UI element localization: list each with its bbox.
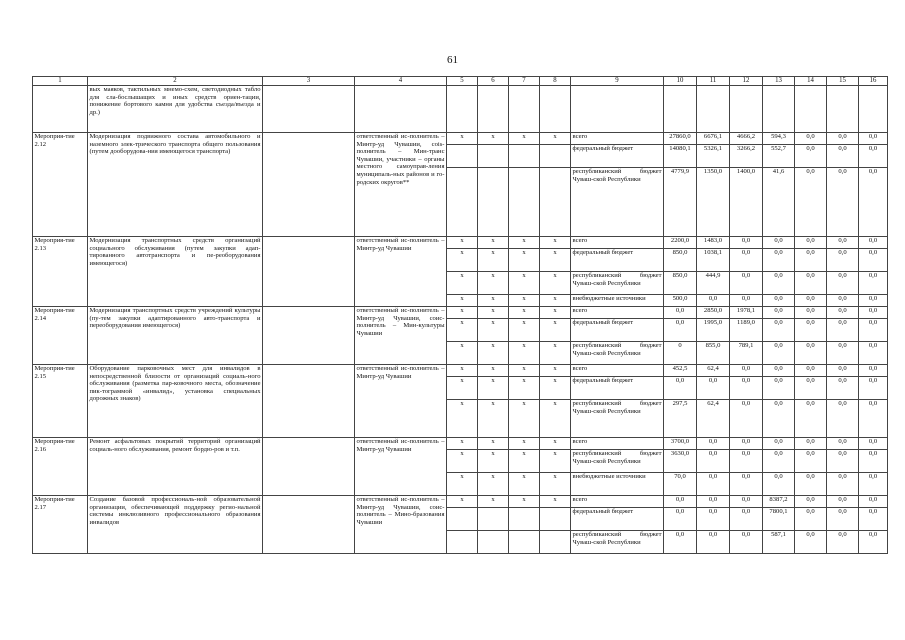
funding-source: всего	[571, 237, 664, 249]
code-mark-cell: x	[509, 342, 540, 365]
amount-cell: 27860,0	[664, 133, 697, 145]
amount-cell: 0,0	[730, 473, 763, 496]
amount-cell: 0,0	[763, 400, 795, 438]
code-mark-cell	[447, 531, 478, 554]
funding-source: федеральный бюджет	[571, 249, 664, 272]
amount-cell: 3630,0	[664, 450, 697, 473]
amount-cell: 0,0	[697, 496, 730, 508]
amount-cell: 0,0	[859, 450, 888, 473]
blank-cell	[263, 365, 355, 438]
funding-source: внебюджетные источники	[571, 295, 664, 307]
amount-cell: 0,0	[763, 473, 795, 496]
amount-cell: 0,0	[795, 342, 827, 365]
code-mark-cell: x	[540, 450, 571, 473]
code-mark-cell: x	[447, 237, 478, 249]
column-number-cell: 8	[540, 77, 571, 86]
code-mark-cell: x	[447, 400, 478, 438]
code-mark-cell: x	[447, 307, 478, 319]
amount-cell: 7800,1	[763, 508, 795, 531]
code-mark-cell	[509, 145, 540, 168]
amount-cell: 0,0	[827, 249, 859, 272]
amount-cell: 0,0	[827, 295, 859, 307]
amount-cell: 0,0	[827, 168, 859, 237]
amount-cell: 0,0	[795, 295, 827, 307]
code-mark-cell: x	[447, 272, 478, 295]
code-mark-cell: x	[540, 249, 571, 272]
code-mark-cell: x	[447, 496, 478, 508]
code-mark-cell: x	[509, 249, 540, 272]
blank-cell	[795, 86, 827, 133]
amount-cell: 1038,1	[697, 249, 730, 272]
amount-cell: 0,0	[859, 249, 888, 272]
amount-cell: 0	[664, 342, 697, 365]
amount-cell: 0,0	[859, 307, 888, 319]
amount-cell: 0,0	[827, 400, 859, 438]
blank-cell	[263, 133, 355, 237]
code-mark-cell	[478, 145, 509, 168]
measure-id: Мероприя-тие 2.13	[33, 237, 88, 307]
amount-cell: 1483,0	[697, 237, 730, 249]
blank-cell	[33, 86, 88, 133]
amount-cell: 0,0	[763, 319, 795, 342]
amount-cell: 0,0	[827, 450, 859, 473]
code-mark-cell	[540, 508, 571, 531]
blank-cell	[540, 86, 571, 133]
code-mark-cell: x	[540, 133, 571, 145]
funding-source: республиканский бюджет Чуваш-ской Республики	[571, 531, 664, 554]
amount-cell: 3266,2	[730, 145, 763, 168]
measure-description: Создание базовой профессиональ-ной образовательной организации, обеспечивающей поддержку регио-нальной системы инклюзивного профессионального образования инвалидов	[88, 496, 263, 554]
amount-cell: 0,0	[859, 365, 888, 377]
code-mark-cell: x	[447, 450, 478, 473]
amount-cell: 0,0	[859, 295, 888, 307]
code-mark-cell: x	[478, 496, 509, 508]
code-mark-cell: x	[447, 365, 478, 377]
column-number-cell: 9	[571, 77, 664, 86]
code-mark-cell: x	[509, 307, 540, 319]
measure-responsible: ответственный ис-полнитель – Минтр-уд Чувашии, соис-полнитель – Мин-культуры Чувашии	[355, 307, 447, 365]
column-number-row	[33, 77, 888, 86]
funding-source: республиканский бюджет Чуваш-ской Республики	[571, 450, 664, 473]
measure-responsible: ответственный ис-полнитель – Минтр-уд Чувашии	[355, 237, 447, 307]
code-mark-cell: x	[509, 295, 540, 307]
blank-cell	[263, 86, 355, 133]
amount-cell: 1189,0	[730, 319, 763, 342]
amount-cell: 70,0	[664, 473, 697, 496]
funding-row	[33, 237, 888, 249]
amount-cell: 0,0	[730, 365, 763, 377]
amount-cell: 0,0	[859, 496, 888, 508]
code-mark-cell: x	[478, 377, 509, 400]
code-mark-cell	[478, 508, 509, 531]
amount-cell: 4666,2	[730, 133, 763, 145]
funding-source: республиканский бюджет Чуваш-ской Республики	[571, 400, 664, 438]
amount-cell: 0,0	[730, 531, 763, 554]
column-number-cell: 2	[88, 77, 263, 86]
amount-cell: 0,0	[795, 145, 827, 168]
code-mark-cell: x	[447, 249, 478, 272]
amount-cell: 0,0	[664, 531, 697, 554]
blank-cell	[571, 86, 664, 133]
amount-cell: 0,0	[730, 400, 763, 438]
code-mark-cell: x	[478, 365, 509, 377]
code-mark-cell: x	[509, 473, 540, 496]
amount-cell: 452,5	[664, 365, 697, 377]
amount-cell: 0,0	[795, 400, 827, 438]
amount-cell: 0,0	[763, 438, 795, 450]
column-number-cell: 10	[664, 77, 697, 86]
amount-cell: 0,0	[859, 319, 888, 342]
code-mark-cell: x	[478, 400, 509, 438]
amount-cell: 0,0	[730, 272, 763, 295]
amount-cell: 0,0	[730, 377, 763, 400]
funding-source: всего	[571, 365, 664, 377]
measure-responsible: ответственный ис-полнитель – Минтр-уд Чувашии, соис-полнитель – Мино-бразования Чувашии	[355, 496, 447, 554]
amount-cell: 552,7	[763, 145, 795, 168]
amount-cell: 0,0	[763, 450, 795, 473]
code-mark-cell: x	[447, 319, 478, 342]
column-number-cell: 5	[447, 77, 478, 86]
funding-source: федеральный бюджет	[571, 319, 664, 342]
funding-source: всего	[571, 438, 664, 450]
amount-cell: 0,0	[795, 307, 827, 319]
column-number-cell: 13	[763, 77, 795, 86]
code-mark-cell: x	[478, 319, 509, 342]
measure-id: Мероприя-тие 2.16	[33, 438, 88, 496]
funding-source: всего	[571, 133, 664, 145]
amount-cell: 0,0	[795, 496, 827, 508]
code-mark-cell: x	[540, 377, 571, 400]
code-mark-cell: x	[509, 377, 540, 400]
measure-description: Модернизация транспортных средств учреждений культуры (пу-тем закупки адаптированного авто-транспорта и переоборудования имеющегося)	[88, 307, 263, 365]
code-mark-cell	[478, 168, 509, 237]
amount-cell: 850,0	[664, 272, 697, 295]
measure-id: Мероприя-тие 2.15	[33, 365, 88, 438]
column-number-cell: 15	[827, 77, 859, 86]
column-number-cell: 3	[263, 77, 355, 86]
amount-cell: 0,0	[697, 295, 730, 307]
amount-cell: 0,0	[859, 168, 888, 237]
blank-cell	[478, 86, 509, 133]
blank-cell	[730, 86, 763, 133]
code-mark-cell: x	[478, 473, 509, 496]
amount-cell: 1978,1	[730, 307, 763, 319]
amount-cell: 0,0	[664, 307, 697, 319]
amount-cell: 850,0	[664, 249, 697, 272]
code-mark-cell: x	[540, 272, 571, 295]
amount-cell: 0,0	[697, 508, 730, 531]
amount-cell: 0,0	[827, 473, 859, 496]
code-mark-cell: x	[478, 237, 509, 249]
blank-cell	[263, 237, 355, 307]
funding-source: внебюджетные источники	[571, 473, 664, 496]
amount-cell: 0,0	[859, 342, 888, 365]
amount-cell: 6676,1	[697, 133, 730, 145]
amount-cell: 62,4	[697, 365, 730, 377]
amount-cell: 0,0	[827, 272, 859, 295]
amount-cell: 0,0	[763, 307, 795, 319]
page-number: 61	[447, 54, 458, 66]
amount-cell: 0,0	[859, 438, 888, 450]
amount-cell: 0,0	[664, 377, 697, 400]
funding-row	[33, 438, 888, 450]
measure-responsible: ответственный ис-полнитель – Минтр-уд Чувашии	[355, 365, 447, 438]
code-mark-cell: x	[540, 438, 571, 450]
amount-cell: 1400,0	[730, 168, 763, 237]
amount-cell: 0,0	[795, 237, 827, 249]
blank-cell	[263, 307, 355, 365]
amount-cell: 0,0	[763, 249, 795, 272]
amount-cell: 8387,2	[763, 496, 795, 508]
amount-cell: 0,0	[827, 377, 859, 400]
code-mark-cell: x	[447, 133, 478, 145]
amount-cell: 0,0	[827, 342, 859, 365]
code-mark-cell: x	[478, 295, 509, 307]
amount-cell: 0,0	[730, 295, 763, 307]
amount-cell: 0,0	[859, 531, 888, 554]
amount-cell: 0,0	[730, 249, 763, 272]
code-mark-cell	[509, 531, 540, 554]
amount-cell: 0,0	[795, 508, 827, 531]
code-mark-cell: x	[509, 450, 540, 473]
code-mark-cell: x	[540, 400, 571, 438]
code-mark-cell: x	[540, 473, 571, 496]
code-mark-cell: x	[478, 249, 509, 272]
code-mark-cell	[478, 531, 509, 554]
amount-cell: 0,0	[795, 272, 827, 295]
amount-cell: 2850,0	[697, 307, 730, 319]
amount-cell: 0,0	[859, 508, 888, 531]
amount-cell: 0,0	[730, 438, 763, 450]
blank-cell	[763, 86, 795, 133]
code-mark-cell: x	[447, 377, 478, 400]
amount-cell: 0,0	[827, 237, 859, 249]
amount-cell: 0,0	[763, 272, 795, 295]
amount-cell: 0,0	[697, 438, 730, 450]
amount-cell: 0,0	[827, 508, 859, 531]
amount-cell: 0,0	[827, 307, 859, 319]
funding-source: федеральный бюджет	[571, 145, 664, 168]
code-mark-cell: x	[478, 438, 509, 450]
amount-cell: 0,0	[795, 438, 827, 450]
blank-cell	[447, 86, 478, 133]
column-number-cell: 11	[697, 77, 730, 86]
code-mark-cell: x	[478, 307, 509, 319]
amount-cell: 0,0	[827, 531, 859, 554]
amount-cell: 0,0	[827, 319, 859, 342]
amount-cell: 0,0	[697, 377, 730, 400]
blank-cell	[697, 86, 730, 133]
amount-cell: 0,0	[763, 342, 795, 365]
code-mark-cell	[509, 508, 540, 531]
measure-responsible: ответственный ис-полнитель – Минтр-уд Чувашии	[355, 438, 447, 496]
amount-cell: 0,0	[730, 508, 763, 531]
code-mark-cell: x	[509, 237, 540, 249]
blank-cell	[664, 86, 697, 133]
amount-cell: 1995,0	[697, 319, 730, 342]
amount-cell: 0,0	[795, 450, 827, 473]
amount-cell: 0,0	[827, 145, 859, 168]
column-number-cell: 6	[478, 77, 509, 86]
amount-cell: 3700,0	[664, 438, 697, 450]
code-mark-cell: x	[447, 342, 478, 365]
funding-source: федеральный бюджет	[571, 508, 664, 531]
amount-cell: 4779,9	[664, 168, 697, 237]
amount-cell: 0,0	[730, 450, 763, 473]
measure-id: Мероприя-тие 2.14	[33, 307, 88, 365]
code-mark-cell: x	[509, 438, 540, 450]
amount-cell: 0,0	[795, 319, 827, 342]
amount-cell: 0,0	[827, 133, 859, 145]
amount-cell: 0,0	[795, 377, 827, 400]
amount-cell: 14080,1	[664, 145, 697, 168]
amount-cell: 444,9	[697, 272, 730, 295]
blank-cell	[263, 438, 355, 496]
measure-responsible: ответственный ис-полнитель – Минтр-уд Чувашии, сois-полнитель – Мин-транс Чувашии, участники – органы местного самоуправ-ления муниципаль-ных районов и го-родских округов**	[355, 133, 447, 237]
amount-cell: 855,0	[697, 342, 730, 365]
funding-source: всего	[571, 496, 664, 508]
continuation-text: вых маяков, тактильных мнемо-схем, светодиодных табло для сла-бослышащих и иных средств ориен-тации, понижение бортового камня для удобства съезда/въезда и др.)	[88, 86, 263, 133]
funding-source: республиканский бюджет Чуваш-ской Республики	[571, 272, 664, 295]
continuation-row	[33, 86, 888, 133]
blank-cell	[827, 86, 859, 133]
amount-cell: 1350,0	[697, 168, 730, 237]
amount-cell: 0,0	[730, 496, 763, 508]
measure-description: Ремонт асфальтовых покрытий территорий организаций социаль-ного обслуживания, ремонт бордю-ров и т.п.	[88, 438, 263, 496]
amount-cell: 0,0	[795, 249, 827, 272]
code-mark-cell: x	[447, 295, 478, 307]
code-mark-cell: x	[509, 272, 540, 295]
amount-cell: 0,0	[795, 133, 827, 145]
blank-cell	[355, 86, 447, 133]
amount-cell: 0,0	[664, 319, 697, 342]
column-number-cell: 1	[33, 77, 88, 86]
measure-id: Мероприя-тие 2.17	[33, 496, 88, 554]
program-table	[32, 76, 888, 554]
column-number-cell: 14	[795, 77, 827, 86]
amount-cell: 0,0	[697, 450, 730, 473]
blank-cell	[509, 86, 540, 133]
code-mark-cell: x	[540, 319, 571, 342]
amount-cell: 0,0	[664, 496, 697, 508]
code-mark-cell: x	[540, 496, 571, 508]
measure-description: Оборудование парковочных мест для инвалидов в непосредственной близости от организаций социаль-ного обслуживания (разметка пар-ковочного места, обозначение пик-тограммой «инвалид», установка специальных дорожных знаков)	[88, 365, 263, 438]
amount-cell: 5326,1	[697, 145, 730, 168]
funding-row	[33, 365, 888, 377]
amount-cell: 0,0	[859, 133, 888, 145]
code-mark-cell: x	[509, 496, 540, 508]
code-mark-cell: x	[509, 133, 540, 145]
column-number-cell: 7	[509, 77, 540, 86]
code-mark-cell	[540, 145, 571, 168]
amount-cell: 0,0	[795, 365, 827, 377]
column-number-cell: 16	[859, 77, 888, 86]
amount-cell: 0,0	[859, 237, 888, 249]
funding-row	[33, 307, 888, 319]
measure-id: Мероприя-тие 2.12	[33, 133, 88, 237]
measure-description: Модернизация транспортных средств организаций социального обслуживания (путем закупки адап-тированного автотранспорта и пе-реоборудования имеющегося)	[88, 237, 263, 307]
amount-cell: 62,4	[697, 400, 730, 438]
funding-source: всего	[571, 307, 664, 319]
amount-cell: 2200,0	[664, 237, 697, 249]
amount-cell: 0,0	[859, 473, 888, 496]
amount-cell: 0,0	[859, 272, 888, 295]
blank-cell	[263, 496, 355, 554]
amount-cell: 500,0	[664, 295, 697, 307]
amount-cell: 0,0	[697, 531, 730, 554]
amount-cell: 0,0	[664, 508, 697, 531]
amount-cell: 0,0	[795, 531, 827, 554]
funding-source: республиканский бюджет Чуваш-ской Республики	[571, 168, 664, 237]
code-mark-cell	[540, 168, 571, 237]
code-mark-cell: x	[540, 295, 571, 307]
table-body	[33, 77, 888, 554]
code-mark-cell: x	[540, 237, 571, 249]
amount-cell: 0,0	[763, 377, 795, 400]
amount-cell: 0,0	[697, 473, 730, 496]
code-mark-cell: x	[478, 272, 509, 295]
amount-cell: 0,0	[859, 377, 888, 400]
code-mark-cell: x	[540, 365, 571, 377]
amount-cell: 0,0	[795, 473, 827, 496]
amount-cell: 789,1	[730, 342, 763, 365]
code-mark-cell: x	[478, 133, 509, 145]
code-mark-cell: x	[447, 473, 478, 496]
amount-cell: 0,0	[827, 496, 859, 508]
amount-cell: 0,0	[827, 365, 859, 377]
amount-cell: 297,5	[664, 400, 697, 438]
funding-source: республиканский бюджет Чуваш-ской Республики	[571, 342, 664, 365]
amount-cell: 0,0	[859, 145, 888, 168]
code-mark-cell: x	[509, 400, 540, 438]
funding-row	[33, 496, 888, 508]
code-mark-cell	[509, 168, 540, 237]
code-mark-cell: x	[509, 365, 540, 377]
code-mark-cell: x	[540, 307, 571, 319]
amount-cell: 0,0	[730, 237, 763, 249]
code-mark-cell	[447, 145, 478, 168]
amount-cell: 0,0	[795, 168, 827, 237]
blank-cell	[859, 86, 888, 133]
amount-cell: 0,0	[859, 400, 888, 438]
amount-cell: 594,3	[763, 133, 795, 145]
column-number-cell: 4	[355, 77, 447, 86]
funding-row	[33, 133, 888, 145]
code-mark-cell	[540, 531, 571, 554]
amount-cell: 41,6	[763, 168, 795, 237]
code-mark-cell: x	[478, 342, 509, 365]
code-mark-cell: x	[509, 319, 540, 342]
amount-cell: 0,0	[827, 438, 859, 450]
amount-cell: 0,0	[763, 365, 795, 377]
code-mark-cell	[447, 508, 478, 531]
code-mark-cell: x	[447, 438, 478, 450]
amount-cell: 587,1	[763, 531, 795, 554]
code-mark-cell: x	[540, 342, 571, 365]
measure-description: Модернизация подвижного состава автомобильного и наземного элек-трического транспорта общего пользования (путем дооборудова-ния имеющегося транспорта)	[88, 133, 263, 237]
amount-cell: 0,0	[763, 295, 795, 307]
amount-cell: 0,0	[763, 237, 795, 249]
code-mark-cell	[447, 168, 478, 237]
code-mark-cell: x	[478, 450, 509, 473]
funding-source: федеральный бюджет	[571, 377, 664, 400]
column-number-cell: 12	[730, 77, 763, 86]
